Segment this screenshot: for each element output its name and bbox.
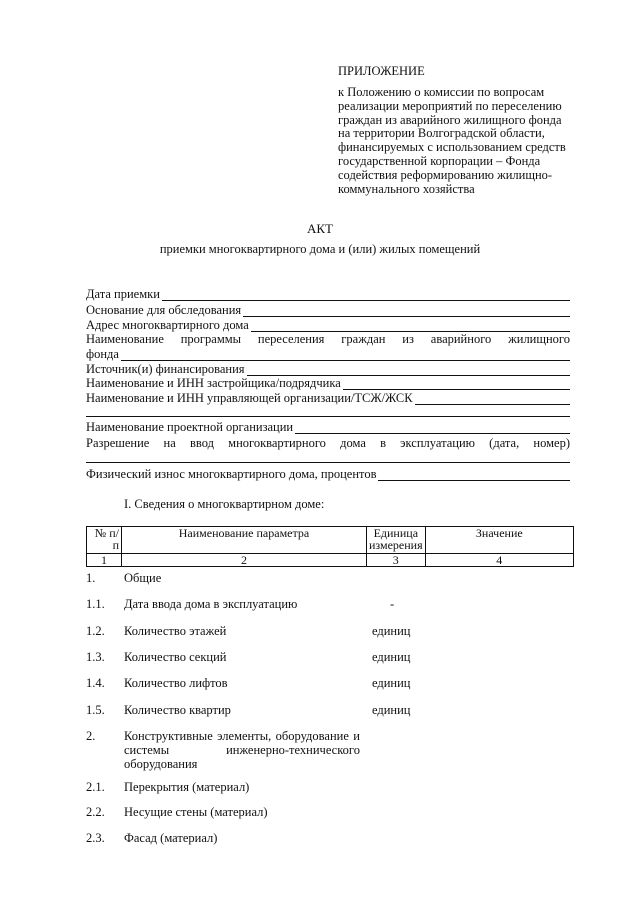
fill-line[interactable] — [243, 305, 570, 317]
fill-line[interactable] — [415, 393, 570, 405]
inspection-basis-field[interactable] — [86, 303, 570, 317]
fill-line[interactable] — [343, 378, 570, 390]
item-number: 2.1. — [86, 780, 105, 794]
design-org-label: Наименование проектной организации — [86, 420, 294, 434]
appendix-line: коммунального хозяйства — [338, 181, 475, 196]
item-name: Дата ввода дома в эксплуатацию — [124, 597, 298, 611]
col-parameter-header: Наименование параметра — [122, 527, 367, 554]
act-title: АКТ — [307, 221, 333, 236]
item-number: 2.3. — [86, 831, 105, 845]
program-name-field-cont[interactable] — [86, 347, 570, 361]
col-number-header: № п/п — [87, 527, 122, 554]
acceptance-date-field[interactable] — [86, 287, 570, 301]
col-value-header: Значение — [425, 527, 573, 554]
item-number: 1.1. — [86, 597, 105, 611]
program-name-field — [86, 332, 570, 346]
col-number-index: 2 — [122, 554, 367, 567]
col-number-index: 4 — [425, 554, 573, 567]
item-unit: - — [390, 597, 395, 611]
fill-line[interactable] — [121, 349, 570, 361]
inspection-basis-label: Основание для обследования — [86, 303, 242, 317]
wear-field[interactable] — [86, 467, 570, 481]
table-header-row — [87, 527, 574, 554]
fill-line[interactable] — [247, 364, 570, 376]
design-org-field[interactable] — [86, 420, 570, 434]
appendix-line: содействия реформированию жилищно- — [338, 167, 553, 182]
fill-line[interactable] — [378, 469, 570, 481]
section-1-title: I. Сведения о многоквартирном доме: — [124, 497, 325, 511]
appendix-line: к Положению о комиссии по вопросам — [338, 85, 545, 99]
item-name: Количество этажей — [124, 624, 227, 638]
program-name-label: Наименование программы переселения граждан из аварийного жилищного — [86, 332, 570, 346]
funding-sources-field[interactable] — [86, 362, 570, 376]
col-number-index: 3 — [367, 554, 426, 567]
developer-label: Наименование и ИНН застройщика/подрядчика — [86, 376, 341, 390]
appendix-line: государственной корпорации – Фонда — [338, 153, 541, 168]
item-number: 2. — [86, 729, 96, 743]
item-number: 1.4. — [86, 676, 105, 690]
item-unit: единиц — [372, 624, 411, 638]
appendix-text — [338, 86, 574, 196]
fill-line-extra[interactable] — [86, 416, 570, 417]
item-number: 1.5. — [86, 703, 105, 717]
item-name: Количество лифтов — [124, 676, 228, 690]
col-number-index: 1 — [87, 554, 122, 567]
appendix-line: граждан из аварийного жилищного фонда — [338, 112, 562, 127]
appendix-line: реализации мероприятий по переселению — [338, 98, 562, 113]
item-name: Количество секций — [124, 650, 227, 664]
fill-line-permit[interactable] — [86, 462, 570, 463]
act-subtitle: приемки многоквартирного дома и (или) жилых помещений — [159, 242, 481, 256]
parameters-table — [86, 526, 574, 567]
appendix-title: ПРИЛОЖЕНИЕ — [338, 64, 425, 78]
permit-field — [86, 436, 570, 450]
item-number: 2.2. — [86, 805, 105, 819]
appendix-line: финансируемых с использованием средств — [338, 140, 566, 155]
appendix-line: на территории Волгоградской области, — [338, 126, 545, 141]
management-org-label: Наименование и ИНН управляющей организации/ТСЖ/ЖСК — [86, 391, 413, 405]
item-name: Конструктивные элементы, оборудование и системы инженерно-технического оборудования — [124, 729, 360, 771]
funding-sources-label: Источник(и) финансирования — [86, 362, 245, 376]
item-name: Несущие стены (материал) — [124, 805, 268, 819]
wear-label: Физический износ многоквартирного дома, процентов — [86, 467, 377, 481]
fill-line[interactable] — [295, 422, 570, 434]
permit-label: Разрешение на ввод многоквартирного дома в эксплуатацию (дата, номер) — [86, 436, 570, 450]
item-unit: единиц — [372, 650, 411, 664]
item-number: 1. — [86, 571, 96, 585]
management-org-field[interactable] — [86, 391, 570, 405]
program-name-label-cont: фонда — [86, 347, 119, 361]
item-number: 1.2. — [86, 624, 105, 638]
item-name: Фасад (материал) — [124, 831, 218, 845]
house-address-field[interactable] — [86, 318, 570, 332]
item-name: Перекрытия (материал) — [124, 780, 250, 794]
col-unit-header: Единица измерения — [367, 527, 426, 554]
item-unit: единиц — [372, 703, 411, 717]
house-address-label: Адрес многоквартирного дома — [86, 318, 249, 332]
fill-line[interactable] — [251, 320, 570, 332]
acceptance-date-label: Дата приемки — [86, 287, 160, 301]
item-unit: единиц — [372, 676, 411, 690]
fill-line[interactable] — [162, 289, 570, 301]
item-number: 1.3. — [86, 650, 105, 664]
item-name: Общие — [124, 571, 162, 585]
table-numbers-row — [87, 554, 574, 567]
item-name: Количество квартир — [124, 703, 231, 717]
developer-field[interactable] — [86, 376, 570, 390]
